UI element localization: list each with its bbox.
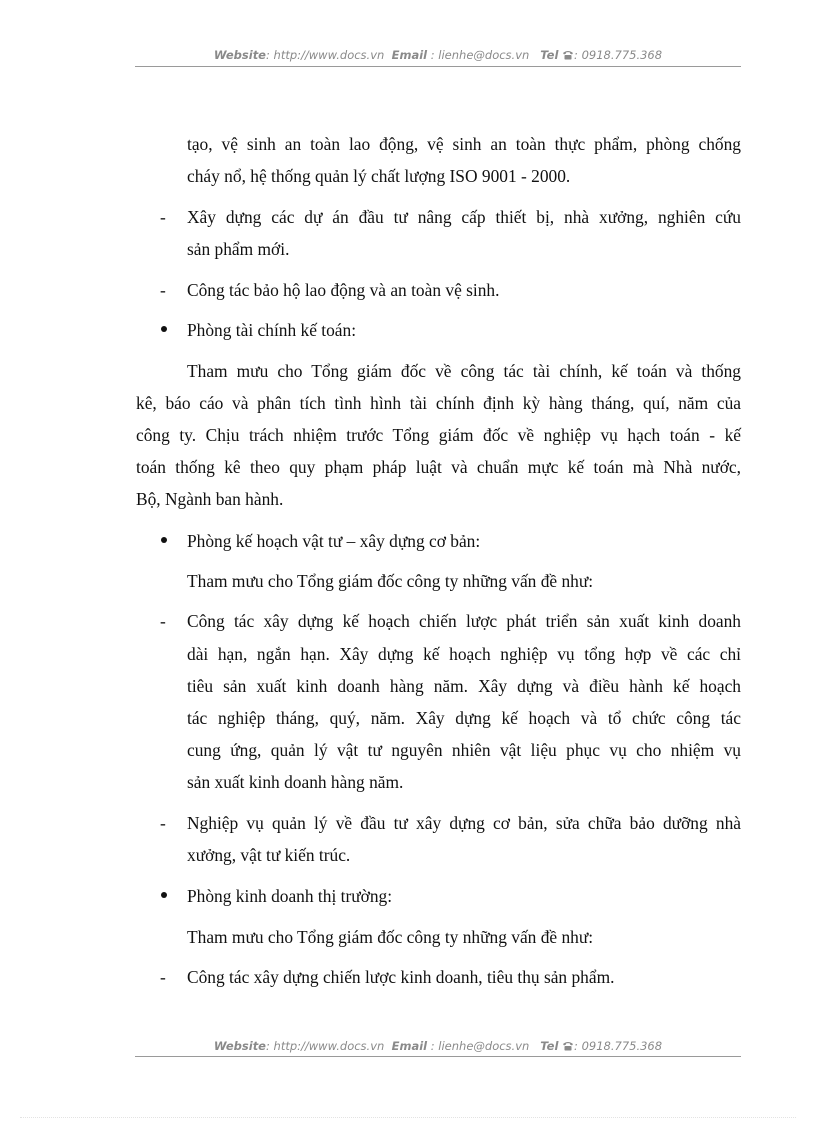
list-item-text: tiêu sản xuất kinh doanh hàng năm. Xây dựng và điều hành kế hoạch xyxy=(187,676,741,696)
list-item-text: tác nghiệp tháng, quý, năm. Xây dựng kế hoạch và tổ chức công tác xyxy=(187,708,741,728)
header-email-label: Email xyxy=(391,48,428,62)
text-line: Tham mưu cho Tổng giám đốc công ty những vấn đề như: xyxy=(187,571,594,591)
header-website-value[interactable]: : http://www.docs.vn xyxy=(266,48,385,62)
list-item-text: cung ứng, quản lý vật tư nguyên nhiên vật liệu phục vụ cho nhiệm vụ xyxy=(187,740,741,760)
header-tel-label: Tel xyxy=(540,48,559,62)
phone-icon xyxy=(562,1040,574,1051)
list-item-text: Công tác bảo hộ lao động và an toàn vệ sinh. xyxy=(187,280,500,300)
dash-marker: - xyxy=(160,813,166,833)
bullet-icon xyxy=(161,892,167,898)
dash-marker: - xyxy=(160,280,166,300)
list-item-text: dài hạn, ngắn hạn. Xây dựng kế hoạch nghiệp vụ tổng hợp về các chỉ xyxy=(187,644,741,664)
header-email-value[interactable]: : lienhe@docs.vn xyxy=(430,48,530,62)
text-line: công ty. Chịu trách nhiệm trước Tổng giám đốc về nghiệp vụ hạch toán - kế xyxy=(136,425,741,445)
section-heading: Phòng kế hoạch vật tư – xây dựng cơ bản: xyxy=(187,531,481,551)
footer-tel-value: : 0918.775.368 xyxy=(574,1039,663,1053)
page-edge-divider xyxy=(20,1117,796,1118)
bullet-icon xyxy=(161,326,167,332)
page-footer xyxy=(135,1039,741,1053)
text-line: tạo, vệ sinh an toàn lao động, vệ sinh an toàn thực phẩm, phòng chống xyxy=(187,134,741,154)
header-tel-value: : 0918.775.368 xyxy=(574,48,663,62)
phone-icon xyxy=(562,49,574,60)
header-rule xyxy=(135,66,741,67)
list-item-text: sản xuất kinh doanh hàng năm. xyxy=(187,772,404,792)
section-heading: Phòng tài chính kế toán: xyxy=(187,320,357,340)
text-line: kê, báo cáo và phân tích tình hình tài chính định kỳ hàng tháng, quí, năm của xyxy=(136,393,741,413)
footer-rule xyxy=(135,1056,741,1057)
list-item-text: Công tác xây dựng kế hoạch chiến lược phát triển sản xuất kinh doanh xyxy=(187,611,741,631)
text-line: cháy nổ, hệ thống quản lý chất lượng ISO 9001 - 2000. xyxy=(187,166,571,186)
list-item-text: xưởng, vật tư kiến trúc. xyxy=(187,845,351,865)
list-item-text: sản phẩm mới. xyxy=(187,239,290,259)
text-line: Tham mưu cho Tổng giám đốc về công tác tài chính, kế toán và thống xyxy=(187,361,741,381)
text-line: toán thống kê theo quy phạm pháp luật và chuẩn mực kế toán mà Nhà nước, xyxy=(136,457,741,477)
page-header xyxy=(135,48,741,62)
text-line: Bộ, Ngành ban hành. xyxy=(136,489,284,509)
footer-website-label: Website xyxy=(213,1039,266,1053)
footer-tel-label: Tel xyxy=(540,1039,559,1053)
dash-marker: - xyxy=(160,207,166,227)
footer-website-value[interactable]: : http://www.docs.vn xyxy=(266,1039,385,1053)
section-heading: Phòng kinh doanh thị trường: xyxy=(187,886,393,906)
list-item-text: Công tác xây dựng chiến lược kinh doanh, tiêu thụ sản phẩm. xyxy=(187,967,615,987)
bullet-icon xyxy=(161,537,167,543)
header-website-label: Website xyxy=(213,48,266,62)
list-item-text: Xây dựng các dự án đầu tư nâng cấp thiết bị, nhà xưởng, nghiên cứu xyxy=(187,207,741,227)
footer-email-value[interactable]: : lienhe@docs.vn xyxy=(430,1039,530,1053)
dash-marker: - xyxy=(160,611,166,631)
list-item-text: Nghiệp vụ quản lý về đầu tư xây dựng cơ bản, sửa chữa bảo dưỡng nhà xyxy=(187,813,741,833)
footer-email-label: Email xyxy=(391,1039,428,1053)
dash-marker: - xyxy=(160,967,166,987)
text-line: Tham mưu cho Tổng giám đốc công ty những vấn đề như: xyxy=(187,927,594,947)
